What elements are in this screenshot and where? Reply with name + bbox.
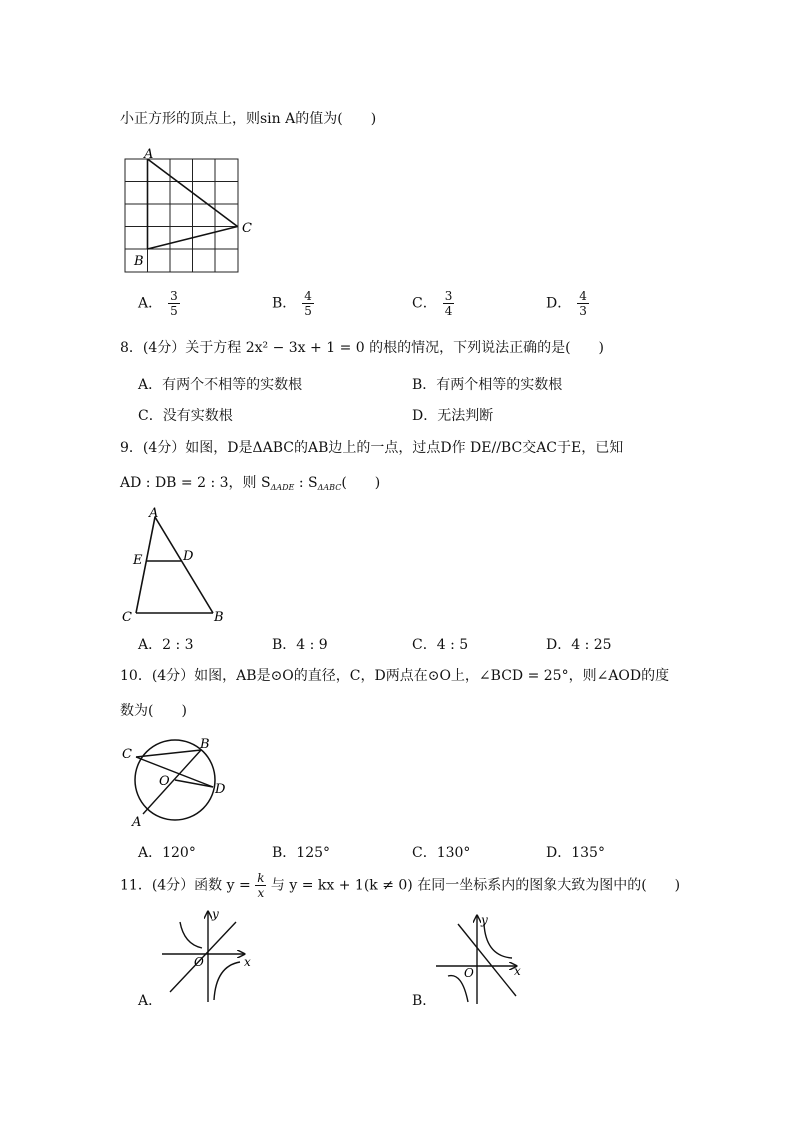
q9-option-b[interactable]: B．4 : 9 xyxy=(272,637,328,653)
q8-option-c[interactable]: C．没有实数根 xyxy=(138,408,233,424)
q7-label-a: A xyxy=(144,147,154,162)
q11-graph-a[interactable] xyxy=(156,904,266,1006)
q11-option-b[interactable]: B． xyxy=(412,993,437,1009)
q7-label-c: C xyxy=(242,221,252,236)
q7-grid-figure xyxy=(118,146,268,274)
q11-option-a[interactable]: A． xyxy=(138,993,163,1009)
q10-label-d: D xyxy=(215,782,226,797)
q10-label-o: O xyxy=(159,774,170,789)
q11-graph-a-y-label: y xyxy=(212,907,219,921)
q11-graph-a-origin-label: O xyxy=(194,955,204,969)
q9-label-e: E xyxy=(133,553,143,568)
q11-graph-a-x-label: x xyxy=(244,955,251,969)
q7-option-a[interactable]: A． $\frac{3}{5}$ xyxy=(138,289,178,318)
q9-option-c[interactable]: C．4 : 5 xyxy=(412,637,469,653)
q9-label-b: B xyxy=(214,610,224,625)
q8-stem: 8．(4分）关于方程 2x² − 3x + 1 = 0 的根的情况，下列说法正确的是( ) xyxy=(120,340,605,356)
q9-stem-line1: 9．(4分）如图，D是ΔABC的AB边上的一点，过点D作 DE//BC交AC于E，已知 xyxy=(120,440,624,456)
q8-option-a[interactable]: A．有两个不相等的实数根 xyxy=(138,377,303,393)
q7-option-b[interactable]: B． $\frac{4}{5}$ xyxy=(272,289,312,318)
q11-graph-b-y-label: y xyxy=(481,913,488,927)
q10-label-b: B xyxy=(200,737,210,752)
q10-stem-line2: 数为( ) xyxy=(120,703,187,719)
q10-label-a: A xyxy=(132,815,142,830)
q7-label-b: B xyxy=(134,254,144,269)
q10-option-b[interactable]: B．125° xyxy=(272,845,331,861)
q10-label-c: C xyxy=(122,747,132,762)
q7-option-c[interactable]: C． $\frac{3}{4}$ xyxy=(412,289,453,318)
q9-label-a: A xyxy=(149,506,159,521)
q11-graph-b-x-label: x xyxy=(514,964,521,978)
q11-graph-b-origin-label: O xyxy=(464,966,474,980)
q10-option-a[interactable]: A．120° xyxy=(138,845,196,861)
q11-stem: 11．(4分）函数 y = $\frac{k}{x}$ 与 y = kx + 1(k ≠ 0) 在同一坐标系内的图象大致为图中的( ) xyxy=(120,871,681,900)
q7-stem: 小正方形的顶点上，则sin A的值为( ) xyxy=(120,111,377,127)
q11-graph-b[interactable] xyxy=(432,910,532,1006)
q9-label-c: C xyxy=(122,610,132,625)
q8-option-d[interactable]: D．无法判断 xyxy=(412,408,494,424)
q10-stem-line1: 10．(4分）如图，AB是⊙O的直径，C，D两点在⊙O上，∠BCD = 25°，则∠AOD的度 xyxy=(120,668,670,684)
q10-option-d[interactable]: D．135° xyxy=(546,845,605,861)
q7-option-d[interactable]: D． $\frac{4}{3}$ xyxy=(546,289,587,318)
q9-triangle-figure xyxy=(118,504,238,626)
q8-option-b[interactable]: B．有两个相等的实数根 xyxy=(412,377,563,393)
q9-option-d[interactable]: D．4 : 25 xyxy=(546,637,612,653)
q9-option-a[interactable]: A．2 : 3 xyxy=(138,637,194,653)
q10-option-c[interactable]: C．130° xyxy=(412,845,471,861)
q9-label-d: D xyxy=(183,549,194,564)
q10-circle-figure xyxy=(116,734,236,830)
q9-stem-line2: AD : DB = 2 : 3，则 $S_{\Delta ADE}$ : $S_{\Delta ABC}$( ) xyxy=(120,475,381,492)
